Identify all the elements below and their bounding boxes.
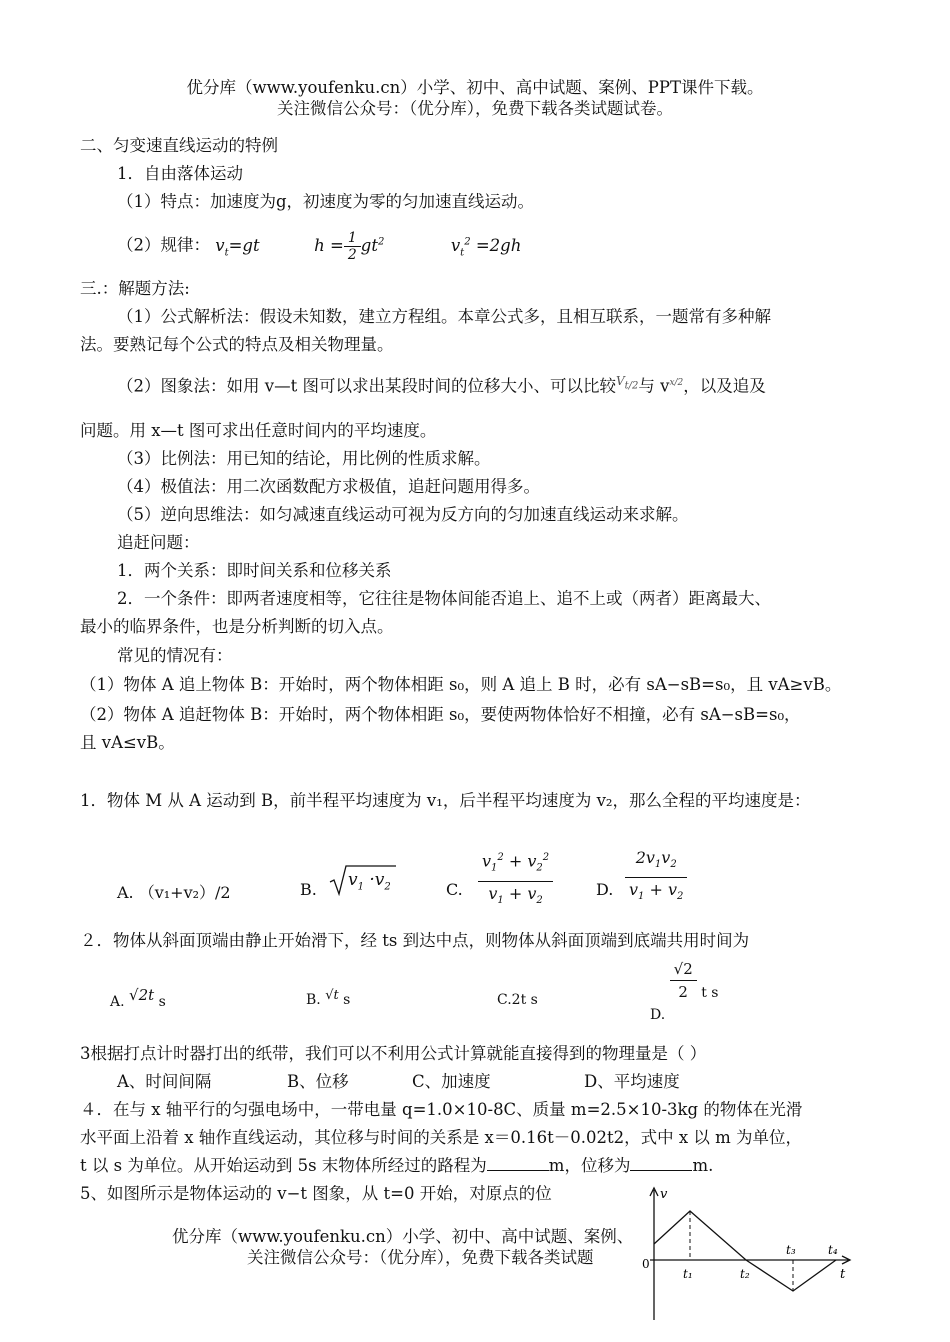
- q2-option-b: B. √t s: [306, 988, 351, 1008]
- t3-label: t₃: [786, 1243, 796, 1257]
- formula-velocity: $v_t=gt$: [215, 235, 260, 258]
- q3-option-c: C、加速度: [412, 1072, 491, 1091]
- question-4-line-1: ４．在与 x 轴平行的匀强电场中，一带电量 q=1.0×10-8C、质量 m=2.5×10-3kg 的物体在光滑: [80, 1100, 803, 1119]
- formula-velocity-squared: $v_t^2 =2gh$: [450, 235, 522, 258]
- displacement-blank[interactable]: [630, 1170, 692, 1171]
- chase-condition-line-1: 2．一个条件：即两者速度相等，它往往是物体间能否追上、追不上或（两者）距离最大、: [117, 589, 771, 608]
- t2-label: t₂: [740, 1267, 750, 1281]
- method-2-line-2: 问题。用 x—t 图可求出任意时间内的平均速度。: [80, 421, 437, 440]
- header-line-1: 优分库（www.youfenku.cn）小学、初中、高中试题、案例、PPT课件下载。: [186, 78, 764, 97]
- question-4-line-3: t 以 s 为单位。从开始运动到 5s 末物体所经过的路程为 m，位移为 m.: [80, 1156, 714, 1175]
- common-cases-title: 常见的情况有：: [117, 646, 233, 665]
- case-2-line-1: （2）物体 A 追赶物体 B：开始时，两个物体相距 s₀，要使两物体恰好不相撞，必有 sA−sB=s₀，: [80, 705, 801, 724]
- q1-option-c-formula: $\frac{v_1^2 + v_2^2}{v_1 + v_2}$: [478, 846, 553, 913]
- footer-line-2: 关注微信公众号：（优分库），免费下载各类试题: [247, 1248, 594, 1267]
- v-axis-label: v: [660, 1187, 668, 1202]
- method-4: （4）极值法：用二次函数配方求极值，追赶问题用得多。: [117, 477, 540, 496]
- q1-option-b-formula: $v_1 \cdot v_2$: [328, 862, 371, 884]
- q2-option-b-formula: √t: [325, 988, 339, 1003]
- origin-label: 0: [642, 1257, 650, 1271]
- section3-title: 三.：解题方法:: [80, 279, 190, 298]
- chase-condition-line-2: 最小的临界条件，也是分析判断的切入点。: [80, 617, 394, 636]
- q2-option-a-formula: √2t: [129, 986, 155, 1004]
- q1-option-d-formula: $\frac{2v_1v_2}{v_1 + v_2}$: [625, 846, 687, 909]
- t1-label: t₁: [683, 1267, 693, 1281]
- q3-option-d: D、平均速度: [584, 1072, 680, 1091]
- method-2-line-1: （2）图象法：如用 v—t 图可以求出某段时间的位移大小、可以比较$^{V_{t/2}}$与 $v^{x/2}$，以及追及: [117, 374, 766, 396]
- q1-option-a: A. （v₁+v₂）/2: [117, 883, 231, 902]
- free-fall-feature: （1）特点：加速度为g，初速度为零的匀加速直线运动。: [117, 192, 535, 211]
- law-label: （2）规律：: [117, 235, 210, 255]
- question-3-stem: 3根据打点计时器打出的纸带，我们可以不利用公式计算就能直接得到的物理量是（ ）: [80, 1044, 707, 1063]
- q1-option-b: B.: [300, 880, 317, 899]
- method-1-line-2: 法。要熟记每个公式的特点及相关物理量。: [80, 335, 394, 354]
- question-5-stem: 5、如图所示是物体运动的 v−t 图象，从 t=0 开始，对原点的位: [80, 1184, 552, 1203]
- chase-title: 追赶问题：: [117, 533, 200, 552]
- question-4-line-2: 水平面上沿着 x 轴作直线运动，其位移与时间的关系是 x＝0.16t－0.02t2，式中 x 以 m 为单位，: [80, 1128, 803, 1147]
- t4-label: t₄: [828, 1243, 838, 1257]
- question-1-stem: 1．物体 M 从 A 运动到 B，前半程平均速度为 v₁，后半程平均速度为 v₂，那么全程的平均速度是：: [80, 791, 811, 810]
- method-3: （3）比例法：用已知的结论，用比例的性质求解。: [117, 449, 491, 468]
- question-2-stem: ２．物体从斜面顶端由静止开始滑下，经 ts 到达中点，则物体从斜面顶端到底端共用时间为: [80, 931, 750, 950]
- free-fall-law: [117, 224, 521, 272]
- footer-line-1: 优分库（www.youfenku.cn）小学、初中、高中试题、案例、: [172, 1227, 634, 1246]
- q2-option-a: A. √2t s: [110, 986, 166, 1010]
- header-line-2: 关注微信公众号：（优分库），免费下载各类试题试卷。: [277, 99, 673, 118]
- distance-blank[interactable]: [487, 1170, 549, 1171]
- section2-title: 二、匀变速直线运动的特例: [80, 136, 278, 155]
- t-axis-label: t: [840, 1267, 846, 1282]
- formula-height: h = $\frac{1}{2}$ $gt^2$: [314, 229, 385, 263]
- method-1-line-1: （1）公式解析法：假设未知数，建立方程组。本章公式多，且相互联系，一题常有多种解: [117, 307, 771, 326]
- vt-graph-figure: [638, 1182, 858, 1332]
- case-1: （1）物体 A 追上物体 B：开始时，两个物体相距 s₀，则 A 追上 B 时，必有 sA−sB=s₀，且 vA≥vB。: [80, 675, 842, 694]
- q2-option-d: D. $\frac{√2}{2}$ t s: [650, 960, 719, 1023]
- free-fall-heading: 1．自由落体运动: [117, 164, 243, 183]
- q2-option-c: C.2t s: [497, 992, 538, 1008]
- chase-relation: 1．两个关系：即时间关系和位移关系: [117, 561, 392, 580]
- method-5: （5）逆向思维法：如匀减速直线运动可视为反方向的匀加速直线运动来求解。: [117, 505, 689, 524]
- case-2-line-2: 且 vA≤vB。: [80, 733, 175, 752]
- q3-option-a: A、时间间隔: [117, 1072, 212, 1091]
- q3-option-b: B、位移: [287, 1072, 349, 1091]
- q1-option-c: C.: [446, 880, 463, 899]
- q1-option-d: D.: [596, 880, 614, 899]
